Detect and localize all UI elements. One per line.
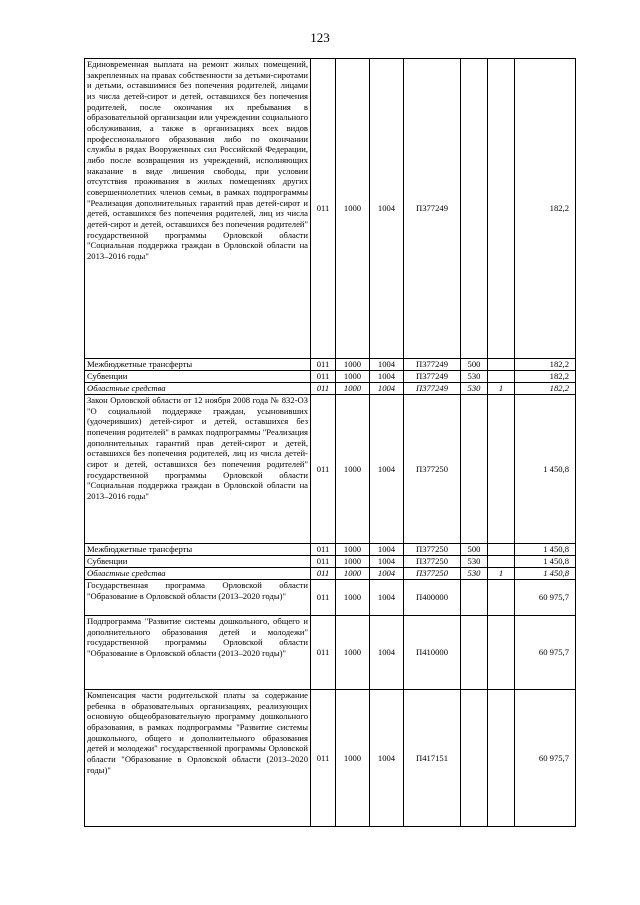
subsection-code: 1004 (370, 616, 404, 690)
row-description: Компенсация части родительской платы за содержание ребенка в образовательных организациях, реализующих основную общеобразовательную программу дошкольного образования, в рамках подпрограммы "Развитие системы дошкольного, общего и дополнительного образования детей и молодежи" государственной программы Орловской области "Образование в Орловской области (2013–2020 годы)" (85, 690, 311, 827)
expense-type-code (461, 59, 488, 359)
ministry-code: 011 (311, 568, 336, 580)
target-code: П400000 (404, 580, 461, 616)
table-row (85, 580, 576, 616)
subsection-code: 1004 (370, 383, 404, 395)
ministry-code: 011 (311, 359, 336, 371)
ministry-code: 011 (311, 59, 336, 359)
table-row (85, 371, 576, 383)
funding-source-code (488, 359, 515, 371)
amount-value: 1 450,8 (515, 544, 576, 556)
page-number: 123 (310, 30, 330, 45)
amount-value: 1 450,8 (515, 568, 576, 580)
table-row (85, 568, 576, 580)
expense-type-code: 500 (461, 544, 488, 556)
funding-source-code: 1 (488, 383, 515, 395)
expense-type-code (461, 580, 488, 616)
target-code: П410000 (404, 616, 461, 690)
expense-type-code (461, 395, 488, 544)
target-code: П377249 (404, 59, 461, 359)
funding-source-code (488, 690, 515, 827)
subsection-code: 1004 (370, 568, 404, 580)
funding-source-code (488, 544, 515, 556)
expense-type-code: 530 (461, 568, 488, 580)
section-code: 1000 (336, 556, 370, 568)
row-description: Межбюджетные трансферты (85, 359, 311, 371)
expense-type-code: 530 (461, 371, 488, 383)
subsection-code: 1004 (370, 690, 404, 827)
ministry-code: 011 (311, 371, 336, 383)
section-code: 1000 (336, 568, 370, 580)
section-code: 1000 (336, 690, 370, 827)
funding-source-code: 1 (488, 568, 515, 580)
funding-source-code (488, 556, 515, 568)
funding-source-code (488, 580, 515, 616)
table-row (85, 383, 576, 395)
section-code: 1000 (336, 371, 370, 383)
expense-type-code (461, 616, 488, 690)
target-code: П377250 (404, 568, 461, 580)
target-code: П377249 (404, 371, 461, 383)
amount-value: 182,2 (515, 59, 576, 359)
row-description: Подпрограмма "Развитие системы дошкольного, общего и дополнительного образования детей и молодежи" государственной программы Орловской области "Образование в Орловской области (2013–2020 годы)" (85, 616, 311, 690)
section-code: 1000 (336, 616, 370, 690)
target-code: П377250 (404, 395, 461, 544)
row-description: Субвенции (85, 556, 311, 568)
ministry-code: 011 (311, 544, 336, 556)
table-row (85, 59, 576, 359)
subsection-code: 1004 (370, 395, 404, 544)
section-code: 1000 (336, 359, 370, 371)
row-description: Единовременная выплата на ремонт жилых помещений, закрепленных на правах собственности за детьми-сиротами и детьми, оставшимися без попечения родителей, лицами из числа детей-сирот и детей, оставшихся без попечения родителей, после окончания их пребывания в образовательной организации или учреждении социального обслуживания, а также в организациях всех видов профессионального образования либо по окончании службы в рядах Вооруженных сил Российской Федерации, либо после возвращения из учреждений, исполняющих наказание в виде лишения свободы, при условии отсутствия проживания в жилых помещениях других совершеннолетних членов семьи, в рамках подпрограммы "Реализация дополнительных гарантий прав детей-сирот и детей, оставшихся без попечения родителей, лиц из числа детей-сирот и детей, оставшихся без попечения родителей" государственной программы Орловской области "Социальная поддержка граждан в Орловской области на 2013–2016 годы" (85, 59, 311, 359)
target-code: П377250 (404, 544, 461, 556)
ministry-code: 011 (311, 690, 336, 827)
table-row (85, 359, 576, 371)
row-description: Межбюджетные трансферты (85, 544, 311, 556)
section-code: 1000 (336, 544, 370, 556)
ministry-code: 011 (311, 580, 336, 616)
expense-type-code (461, 690, 488, 827)
subsection-code: 1004 (370, 580, 404, 616)
row-description: Государственная программа Орловской области "Образование в Орловской области (2013–2020 годы)" (85, 580, 311, 616)
row-description: Закон Орловской области от 12 ноября 2008 года № 832-ОЗ "О социальной поддержке граждан, усыновивших (удочеривших) детей-сирот и детей, оставшихся без попечения родителей" в рамках подпрограммы "Реализация дополнительных гарантий прав детей-сирот и детей, оставшихся без попечения родителей, лиц из числа детей-сирот и детей, оставшихся без попечения родителей" государственной программы Орловской области "Социальная поддержка граждан в Орловской области на 2013–2016 годы" (85, 395, 311, 544)
budget-table (84, 58, 576, 827)
amount-value: 60 975,7 (515, 580, 576, 616)
section-code: 1000 (336, 59, 370, 359)
amount-value: 182,2 (515, 371, 576, 383)
row-description: Областные средства (85, 383, 311, 395)
target-code: П417151 (404, 690, 461, 827)
subsection-code: 1004 (370, 359, 404, 371)
amount-value: 1 450,8 (515, 556, 576, 568)
subsection-code: 1004 (370, 371, 404, 383)
expense-type-code: 530 (461, 383, 488, 395)
funding-source-code (488, 395, 515, 544)
funding-source-code (488, 59, 515, 359)
amount-value: 1 450,8 (515, 395, 576, 544)
ministry-code: 011 (311, 395, 336, 544)
row-description: Субвенции (85, 371, 311, 383)
table-row (85, 544, 576, 556)
expense-type-code: 500 (461, 359, 488, 371)
funding-source-code (488, 371, 515, 383)
table-row (85, 690, 576, 827)
section-code: 1000 (336, 395, 370, 544)
subsection-code: 1004 (370, 556, 404, 568)
table-row (85, 556, 576, 568)
table-row (85, 395, 576, 544)
section-code: 1000 (336, 383, 370, 395)
table-row (85, 616, 576, 690)
amount-value: 60 975,7 (515, 616, 576, 690)
section-code: 1000 (336, 580, 370, 616)
expense-type-code: 530 (461, 556, 488, 568)
amount-value: 182,2 (515, 383, 576, 395)
funding-source-code (488, 616, 515, 690)
target-code: П377249 (404, 359, 461, 371)
amount-value: 60 975,7 (515, 690, 576, 827)
ministry-code: 011 (311, 383, 336, 395)
subsection-code: 1004 (370, 544, 404, 556)
subsection-code: 1004 (370, 59, 404, 359)
ministry-code: 011 (311, 556, 336, 568)
ministry-code: 011 (311, 616, 336, 690)
target-code: П377249 (404, 383, 461, 395)
amount-value: 182,2 (515, 359, 576, 371)
row-description: Областные средства (85, 568, 311, 580)
target-code: П377250 (404, 556, 461, 568)
